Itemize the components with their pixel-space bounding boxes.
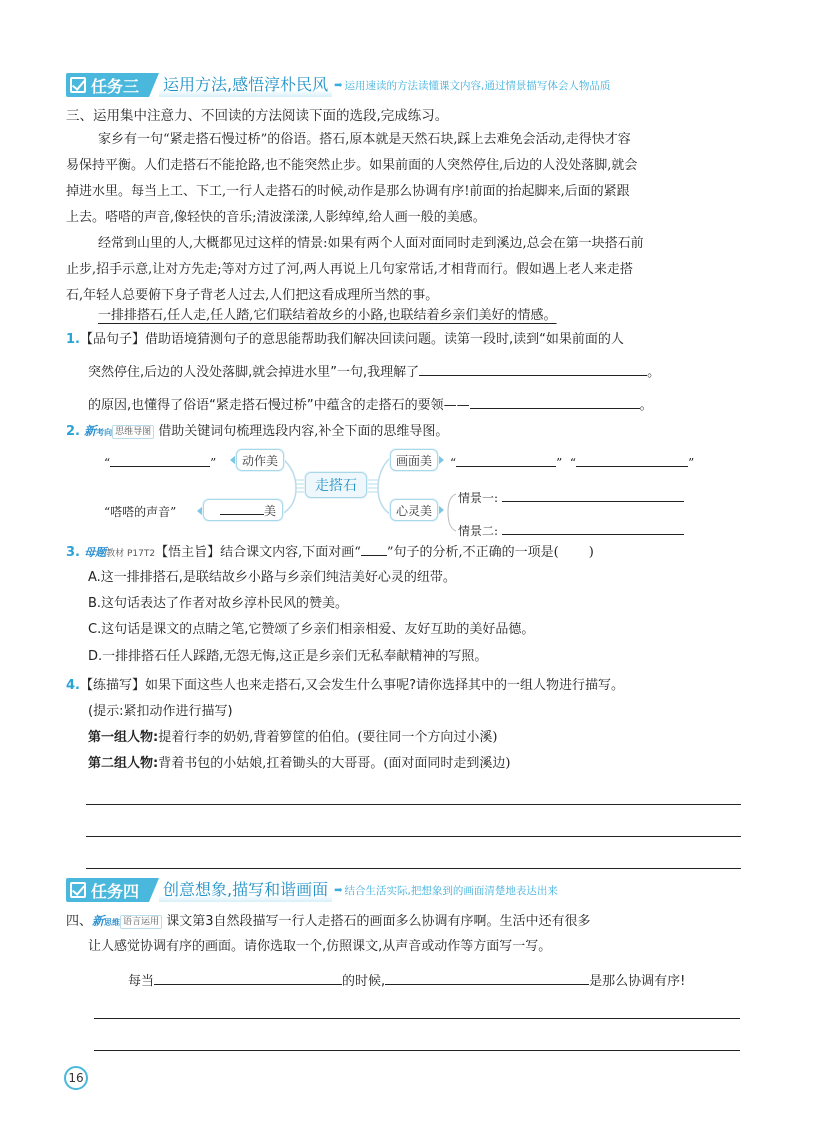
- question-number: 4.: [66, 678, 80, 693]
- question-tag: 【练描写】: [79, 678, 145, 693]
- quote: ”: [688, 456, 695, 470]
- passage-line: 上去。嗒嗒的声音,像轻快的音乐;清波漾漾,人影绰绰,给人画一般的美感。: [66, 210, 486, 225]
- badge-main: 新: [84, 424, 97, 438]
- hint: (提示:紧扣动作进行描写): [88, 704, 233, 719]
- period: 。: [639, 398, 653, 413]
- passage-line: 止步,招手示意,让对方先走;等对方过了河,两人再说上几句家常话,才相背而行。假如遇上老人来走搭: [66, 262, 633, 277]
- arrow-right-icon: ➡: [334, 884, 343, 896]
- group-1: [88, 728, 497, 748]
- group-text: 提着行李的奶奶,背着箩筐的伯伯。(要往同一个方向过小溪): [158, 730, 498, 745]
- question-number: 2.: [66, 424, 80, 439]
- node-suffix: 美: [263, 504, 276, 518]
- banner-slant: [149, 878, 159, 902]
- task4-banner: [66, 878, 558, 902]
- fill-sentence: [128, 970, 685, 992]
- question-tag: 【品句子】: [79, 332, 145, 347]
- node-blank-beauty: [203, 499, 283, 521]
- group-2: [88, 754, 510, 774]
- paren-close: ): [588, 545, 594, 560]
- task3-title: 运用方法,感悟淳朴民风: [159, 73, 332, 97]
- passage-line: 经常到山里的人,大概都见过这样的情景:如果有两个人面对面同时走到溪边,总会在第一块搭石前: [98, 236, 644, 251]
- node-picture-beauty: 画面美: [390, 449, 438, 471]
- passage-line: 易保持平衡。人们走搭石不能抢路,也不能突然止步。如果前面的人突然停住,后边的人没处落脚,就会: [66, 158, 638, 173]
- question-text: 结合课文内容,下面对画“: [220, 545, 361, 560]
- answer-blank[interactable]: [154, 970, 342, 985]
- node-soul-beauty: 心灵美: [390, 499, 438, 521]
- scene-2: [458, 520, 684, 539]
- badge-sup: 思维: [104, 918, 121, 927]
- section3-heading: 三、运用集中注意力、不回读的方法阅读下面的选段,完成练习。: [66, 108, 449, 124]
- question-text: 突然停住,后边的人没处落脚,就会掉进水里”一句,我理解了: [88, 365, 420, 380]
- fill-text: 的时候,: [342, 974, 386, 989]
- scene-label: 情景一:: [458, 491, 499, 505]
- writing-line[interactable]: [86, 804, 741, 805]
- writing-line[interactable]: [86, 836, 741, 837]
- question-4: [66, 676, 624, 696]
- question-number: 3.: [66, 545, 80, 560]
- question-text: 的原因,也懂得了俗语“紧走搭石慢过桥”中蕴含的走搭石的要领——: [88, 398, 470, 413]
- option-a[interactable]: A.这一排排搭石,是联结故乡小路与乡亲们纯洁美好心灵的纽带。: [88, 570, 456, 585]
- scene-label: 情景二:: [458, 524, 499, 538]
- answer-blank[interactable]: [502, 487, 684, 502]
- task3-tag-label: 任务三: [91, 76, 140, 96]
- question-tag: 【悟主旨】: [155, 545, 221, 560]
- node-center: 走搭石: [305, 472, 367, 498]
- page-number: 16: [64, 1066, 88, 1090]
- task3-subtitle: 运用速读的方法读懂课文内容,通过情景描写体会人物品质: [344, 79, 611, 92]
- mind-map-blank-action: [104, 452, 216, 470]
- passage-line: 石,年轻人总要俯下身子背老人过去,人们把这看成理所当然的事。: [66, 288, 439, 303]
- option-b[interactable]: B.这句话表达了作者对故乡淳朴民风的赞美。: [88, 596, 349, 611]
- question-text: ”句子的分析,不正确的一项是(: [386, 545, 559, 560]
- sound-quote: “嗒嗒的声音”: [104, 505, 177, 519]
- underlined-sentence: 一排排搭石,任人走,任人踏,它们联结着故乡的小路,也联结着乡亲们美好的情感。: [98, 308, 557, 323]
- fill-text: 是那么协调有序!: [589, 974, 686, 989]
- badge-sup: 考向: [96, 428, 113, 437]
- arrow-right-icon: ➡: [334, 79, 343, 91]
- option-d[interactable]: D.一排排搭石任人踩踏,无怨无悔,这正是乡亲们无私奉献精神的写照。: [88, 649, 488, 664]
- fill-text: 每当: [128, 974, 155, 989]
- answer-blank[interactable]: [502, 520, 684, 535]
- new-badge: [92, 914, 120, 928]
- badge-main: 新: [92, 914, 105, 928]
- node-action-beauty: 动作美: [236, 449, 284, 471]
- quote: “: [104, 456, 111, 470]
- quote: “: [569, 456, 577, 470]
- writing-line[interactable]: [86, 868, 741, 869]
- textbook-ref: 教材 P17T2: [106, 549, 156, 559]
- mind-map-blank-picture: [450, 452, 694, 470]
- question-number: 1.: [66, 332, 80, 347]
- passage-line: 家乡有一句“紧走搭石慢过桥”的俗语。搭石,原本就是天然石块,踩上去难免会活动,走得快才容: [98, 132, 631, 147]
- scene-1: [458, 487, 684, 506]
- group-label: 第二组人物:: [88, 756, 159, 771]
- question-text: 如果下面这些人也来走搭石,又会发生什么事呢?请你选择其中的一组人物进行描写。: [145, 678, 625, 693]
- answer-blank[interactable]: [576, 452, 688, 467]
- quote: “: [450, 456, 457, 470]
- task4-title: 创意想象,描写和谐画面: [159, 878, 332, 902]
- period: 。: [647, 365, 661, 380]
- question-3: [66, 541, 594, 564]
- group-text: 背着书包的小姑娘,扛着锄头的大哥哥。(面对面同时走到溪边): [158, 756, 511, 771]
- option-c[interactable]: C.这句话是课文的点睛之笔,它赞颂了乡亲们相亲相爱、友好互助的美好品德。: [88, 622, 535, 637]
- writing-line[interactable]: [94, 1050, 740, 1051]
- mother-question-badge: 母题: [84, 546, 107, 559]
- section4-line1: [66, 911, 590, 933]
- section4-line2: 让人感觉协调有序的画面。请你选取一个,仿照课文,从声音或动作等方面写一写。: [88, 939, 552, 954]
- mind-map-connectors: [0, 0, 816, 560]
- badge-tag: 语言运用: [120, 915, 162, 929]
- quote: ”: [556, 456, 563, 470]
- badge-tag: 思维导图: [112, 425, 154, 439]
- answer-blank[interactable]: [385, 970, 589, 985]
- checkbox-icon: [70, 882, 86, 898]
- group-label: 第一组人物:: [88, 730, 159, 745]
- answer-blank[interactable]: [220, 502, 264, 515]
- section-text: 课文第3自然段描写一行人走搭石的画面多么协调有序啊。生活中还有很多: [166, 914, 591, 929]
- answer-blank[interactable]: [456, 452, 556, 467]
- writing-line[interactable]: [94, 1018, 740, 1019]
- passage-line: 掉进水里。每当上工、下工,一行人走搭石的时候,动作是那么协调有序!前面的抬起脚来,后面的紧跟: [66, 184, 630, 199]
- underline-sample: [361, 541, 387, 556]
- question-text: 借助关键词句梳理选段内容,补全下面的思维导图。: [158, 424, 449, 439]
- question-text: 借助语境猜测句子的意思能帮助我们解决回读问题。读第一段时,读到“如果前面的人: [145, 332, 624, 347]
- quote: ”: [210, 456, 217, 470]
- section-prefix: 四、: [66, 914, 93, 929]
- answer-blank[interactable]: [110, 452, 210, 467]
- task4-tag-label: 任务四: [91, 881, 140, 901]
- task4-tag: [66, 878, 149, 902]
- task4-subtitle: 结合生活实际,把想象到的画面清楚地表达出来: [344, 884, 558, 897]
